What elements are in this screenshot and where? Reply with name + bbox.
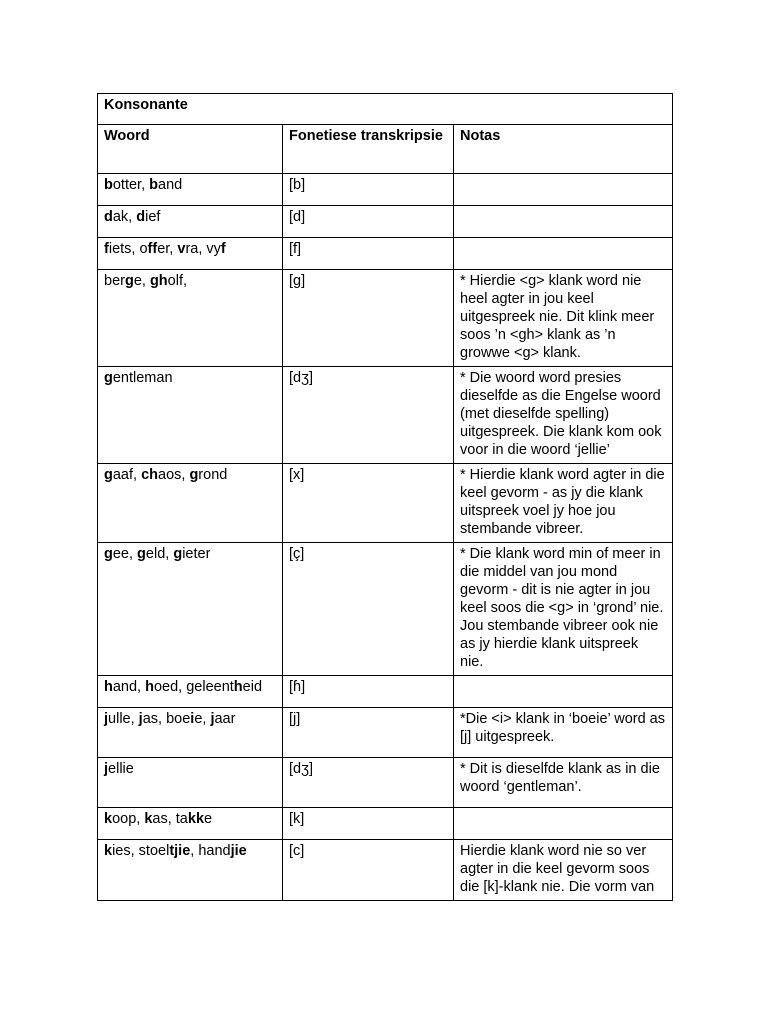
table-row (98, 543, 673, 676)
word-text: oop, (112, 811, 145, 827)
notes-cell: * Die klank word min of meer in die middel van jou mond gevorm - dit is nie agter in jou keel soos die <g> in ‘grond’ nie. Jou stembande vibreer ook nie as jy hierdie klank uitspreek nie. (454, 543, 673, 676)
highlighted-letters: h (104, 679, 113, 695)
transcription-cell: [d] (283, 206, 454, 238)
word-cell (98, 238, 283, 270)
table-row (98, 464, 673, 543)
highlighted-letters: g (173, 546, 183, 562)
word-text: aar (214, 711, 236, 727)
word-text: ra, vy (185, 241, 221, 257)
highlighted-letters: v (177, 241, 186, 257)
highlighted-letters: kk (187, 811, 205, 827)
word-cell (98, 367, 283, 464)
word-text: e (204, 811, 213, 827)
word-cell (98, 676, 283, 708)
word-cell (98, 708, 283, 758)
highlighted-letters: ff (147, 241, 158, 257)
word-text: ulle, (108, 711, 139, 727)
word-text: oed, geleent (153, 679, 234, 695)
transcription-cell: [ɦ] (283, 676, 454, 708)
notes-cell: * Dit is dieselfde klank as in die woord ‘gentleman’. (454, 758, 673, 808)
header-row (98, 125, 673, 174)
transcription-cell: [k] (283, 808, 454, 840)
word-text: eid (242, 679, 263, 695)
word-text: ak, (112, 209, 137, 225)
word-text: and, (112, 679, 146, 695)
highlighted-letters: d (104, 209, 113, 225)
word-text: er, (157, 241, 178, 257)
highlighted-letters: f (220, 241, 226, 257)
table-row (98, 758, 673, 808)
word-text: aaf, (112, 467, 142, 483)
word-text: olf, (167, 273, 188, 289)
table-row (98, 708, 673, 758)
table-row (98, 270, 673, 367)
word-cell (98, 464, 283, 543)
highlighted-letters: j (104, 711, 109, 727)
word-text: eld, (145, 546, 174, 562)
word-text: ies, stoel (112, 843, 170, 859)
highlighted-letters: gh (149, 273, 168, 289)
highlighted-letters: g (124, 273, 134, 289)
highlighted-letters: j (210, 711, 215, 727)
highlighted-letters: i (190, 711, 195, 727)
word-cell (98, 808, 283, 840)
word-text: ber (104, 273, 125, 289)
word-cell (98, 840, 283, 901)
highlighted-letters: b (104, 177, 113, 193)
word-text: aos, (158, 467, 190, 483)
notes-cell: * Hierdie <g> klank word nie heel agter in jou keel uitgespreek nie. Dit klink meer soos ’n <gh> klank as ’n growwe <g> klank. (454, 270, 673, 367)
word-text: ee, (112, 546, 138, 562)
word-text: ellie (108, 761, 134, 777)
highlighted-letters: f (104, 241, 109, 257)
highlighted-letters: h (233, 679, 243, 695)
highlighted-letters: d (136, 209, 146, 225)
highlighted-letters: j (138, 711, 143, 727)
notes-cell: *Die <i> klank in ‘boeie’ word as [j] uitgespreek. (454, 708, 673, 758)
word-cell (98, 543, 283, 676)
transcription-cell: [dʒ] (283, 758, 454, 808)
highlighted-letters: jie (230, 843, 247, 859)
header-transcription: Fonetiese transkripsie (283, 125, 454, 174)
table-row (98, 367, 673, 464)
transcription-cell: [x] (283, 464, 454, 543)
highlighted-letters: g (137, 546, 146, 562)
word-text: e, (194, 711, 211, 727)
word-text: e, (133, 273, 150, 289)
word-text: as, boe (142, 711, 191, 727)
highlighted-letters: g (189, 467, 199, 483)
highlighted-letters: tjie (169, 843, 191, 859)
transcription-cell: [g] (283, 270, 454, 367)
header-notes: Notas (454, 125, 673, 174)
highlighted-letters: h (145, 679, 154, 695)
highlighted-letters: k (104, 843, 113, 859)
table-row (98, 206, 673, 238)
word-cell (98, 270, 283, 367)
word-text: otter, (112, 177, 150, 193)
highlighted-letters: g (104, 467, 113, 483)
word-text: and (158, 177, 183, 193)
highlighted-letters: g (104, 370, 113, 386)
word-text: iets, o (108, 241, 148, 257)
word-cell (98, 206, 283, 238)
word-text: rond (198, 467, 228, 483)
table-row (98, 808, 673, 840)
notes-cell: Hierdie klank word nie so ver agter in die keel gevorm soos die [k]-klank nie. Die vorm van (454, 840, 673, 901)
header-word: Woord (98, 125, 283, 174)
word-text: ieter (182, 546, 211, 562)
transcription-cell: [j] (283, 708, 454, 758)
konsonante-table (97, 93, 673, 901)
word-cell (98, 758, 283, 808)
notes-cell (454, 676, 673, 708)
highlighted-letters: g (104, 546, 113, 562)
table-title: Konsonante (98, 94, 673, 125)
notes-cell: * Hierdie klank word agter in die keel gevorm - as jy die klank uitspreek voel jy hoe jou stembande vibreer. (454, 464, 673, 543)
word-text: ief (145, 209, 161, 225)
notes-cell (454, 808, 673, 840)
notes-cell (454, 206, 673, 238)
highlighted-letters: ch (141, 467, 158, 483)
highlighted-letters: j (104, 761, 109, 777)
title-row (98, 94, 673, 125)
transcription-cell: [b] (283, 174, 454, 206)
word-text: entleman (112, 370, 173, 386)
word-cell (98, 174, 283, 206)
table-row (98, 676, 673, 708)
transcription-cell: [dʒ] (283, 367, 454, 464)
notes-cell (454, 238, 673, 270)
highlighted-letters: k (144, 811, 153, 827)
table-row (98, 174, 673, 206)
transcription-cell: [c] (283, 840, 454, 901)
transcription-cell: [ç] (283, 543, 454, 676)
table-row (98, 840, 673, 901)
table-row (98, 238, 673, 270)
highlighted-letters: k (104, 811, 113, 827)
word-text: as, ta (152, 811, 188, 827)
highlighted-letters: b (149, 177, 158, 193)
transcription-cell: [f] (283, 238, 454, 270)
word-text: , hand (190, 843, 231, 859)
notes-cell (454, 174, 673, 206)
notes-cell: * Die woord word presies dieselfde as die Engelse woord (met dieselfde spelling) uitgespreek. Die klank kom ook voor in die woord ‘jellie’ (454, 367, 673, 464)
